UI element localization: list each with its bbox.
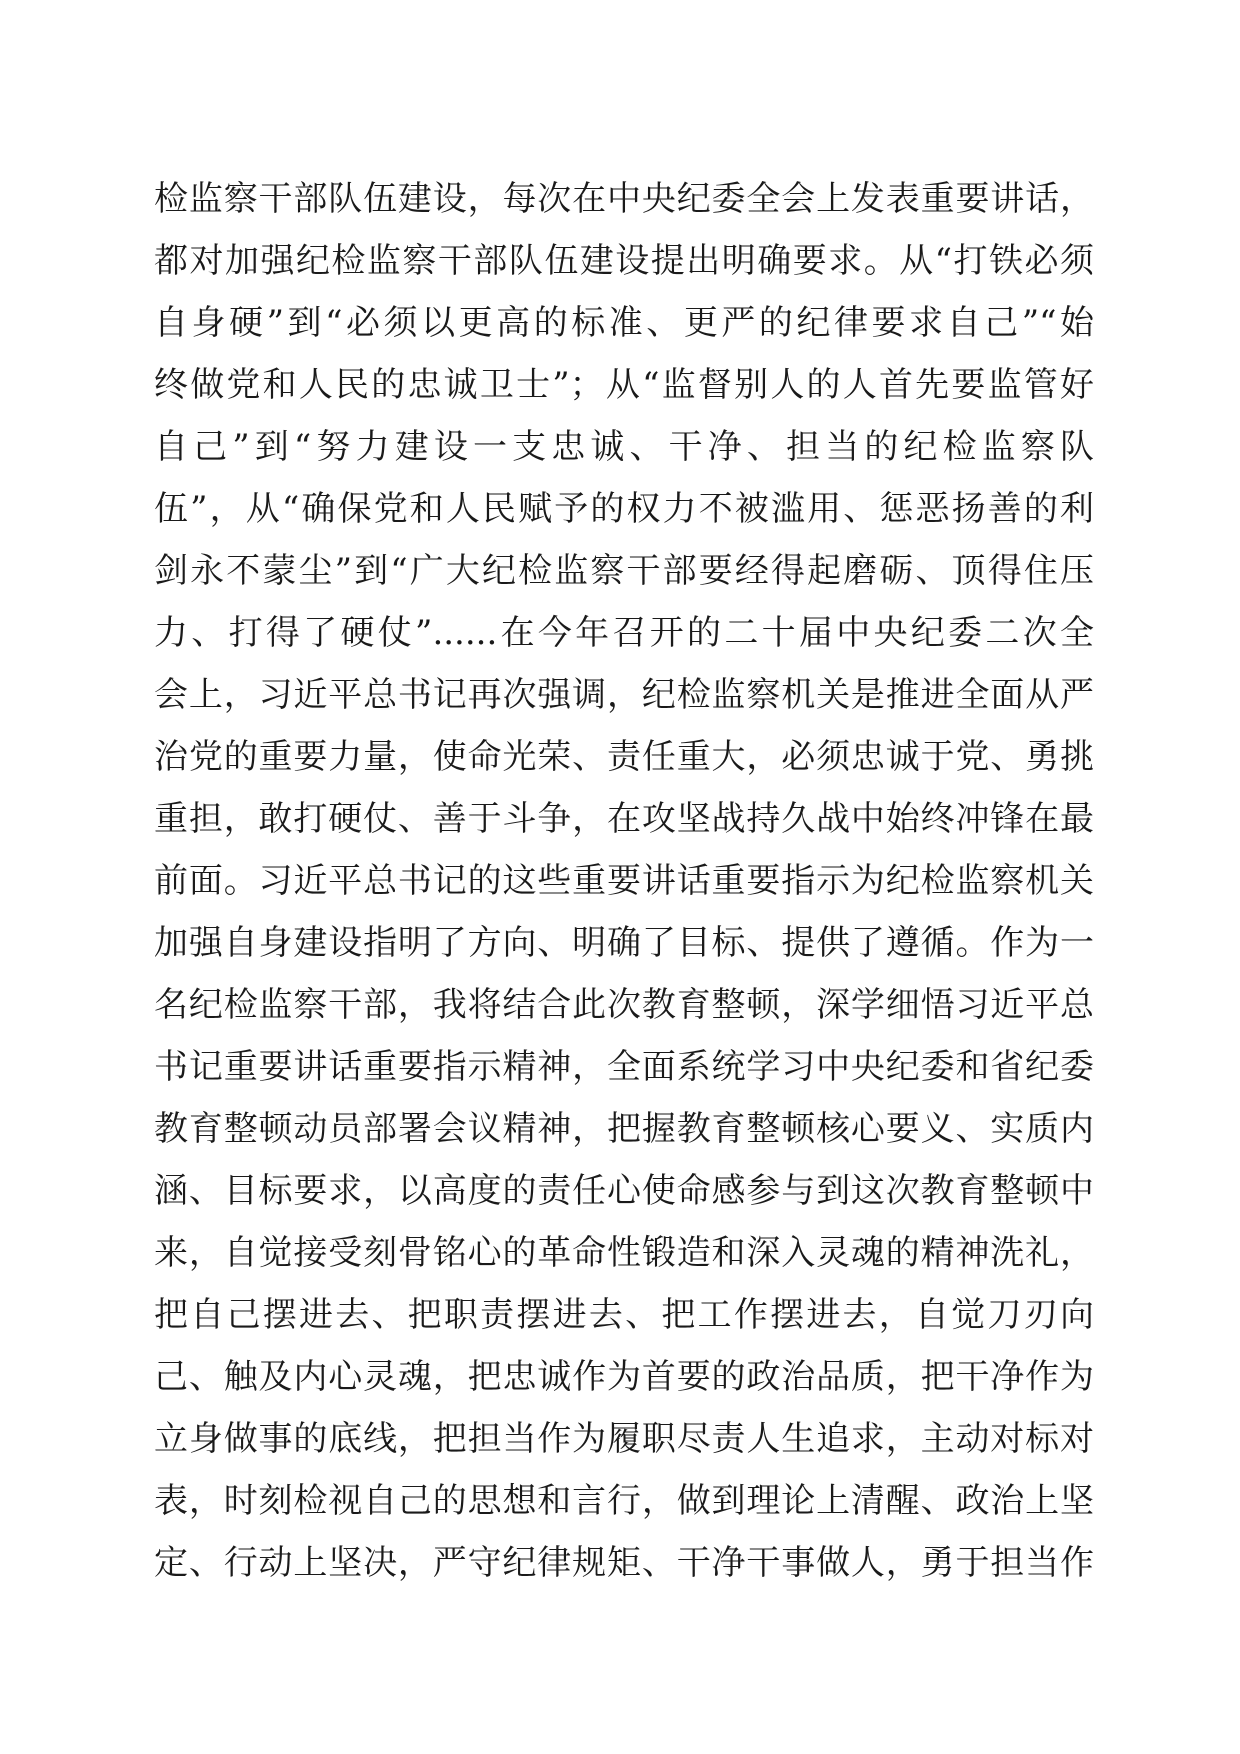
text-line-17: 涵、目标要求，以高度的责任心使命感参与到这次教育整顿中: [154, 1171, 1094, 1211]
text-line-11: 重担，敢打硬仗、善于斗争，在攻坚战持久战中始终冲锋在最: [154, 799, 1094, 839]
text-line-19: 把自己摆进去、把职责摆进去、把工作摆进去，自觉刀刃向: [154, 1295, 1094, 1335]
text-line-8: 力、打得了硬仗”......在今年召开的二十届中央纪委二次全: [154, 613, 1094, 653]
text-line-9: 会上，习近平总书记再次强调，纪检监察机关是推进全面从严: [154, 675, 1094, 715]
text-line-15: 书记重要讲话重要指示精神，全面系统学习中央纪委和省纪委: [154, 1047, 1094, 1087]
text-line-18: 来，自觉接受刻骨铭心的革命性锻造和深入灵魂的精神洗礼，: [154, 1233, 1094, 1273]
text-line-16: 教育整顿动员部署会议精神，把握教育整顿核心要义、实质内: [154, 1109, 1094, 1149]
text-line-3: 自身硬”到“必须以更高的标准、更严的纪律要求自己”“始: [154, 303, 1094, 343]
text-line-5: 自己”到“努力建设一支忠诚、干净、担当的纪检监察队: [154, 427, 1094, 467]
text-line-12: 前面。习近平总书记的这些重要讲话重要指示为纪检监察机关: [154, 861, 1094, 901]
text-line-22: 表，时刻检视自己的思想和言行，做到理论上清醒、政治上坚: [154, 1481, 1094, 1521]
text-line-23: 定、行动上坚决，严守纪律规矩、干净干事做人，勇于担当作: [154, 1543, 1094, 1583]
text-line-7: 剑永不蒙尘”到“广大纪检监察干部要经得起磨砺、顶得住压: [154, 551, 1094, 591]
text-line-6: 伍”，从“确保党和人民赋予的权力不被滥用、惩恶扬善的利: [154, 489, 1094, 529]
text-line-2: 都对加强纪检监察干部队伍建设提出明确要求。从“打铁必须: [154, 241, 1094, 281]
text-line-14: 名纪检监察干部，我将结合此次教育整顿，深学细悟习近平总: [154, 985, 1094, 1025]
text-line-20: 己、触及内心灵魂，把忠诚作为首要的政治品质，把干净作为: [154, 1357, 1094, 1397]
text-line-1: 检监察干部队伍建设，每次在中央纪委全会上发表重要讲话，: [154, 179, 1094, 219]
body-paragraph: [154, 168, 1094, 1594]
text-line-4: 终做党和人民的忠诚卫士”；从“监督别人的人首先要监管好: [154, 365, 1094, 405]
text-line-13: 加强自身建设指明了方向、明确了目标、提供了遵循。作为一: [154, 923, 1094, 963]
text-line-21: 立身做事的底线，把担当作为履职尽责人生追求，主动对标对: [154, 1419, 1094, 1459]
text-line-10: 治党的重要力量，使命光荣、责任重大，必须忠诚于党、勇挑: [154, 737, 1094, 777]
